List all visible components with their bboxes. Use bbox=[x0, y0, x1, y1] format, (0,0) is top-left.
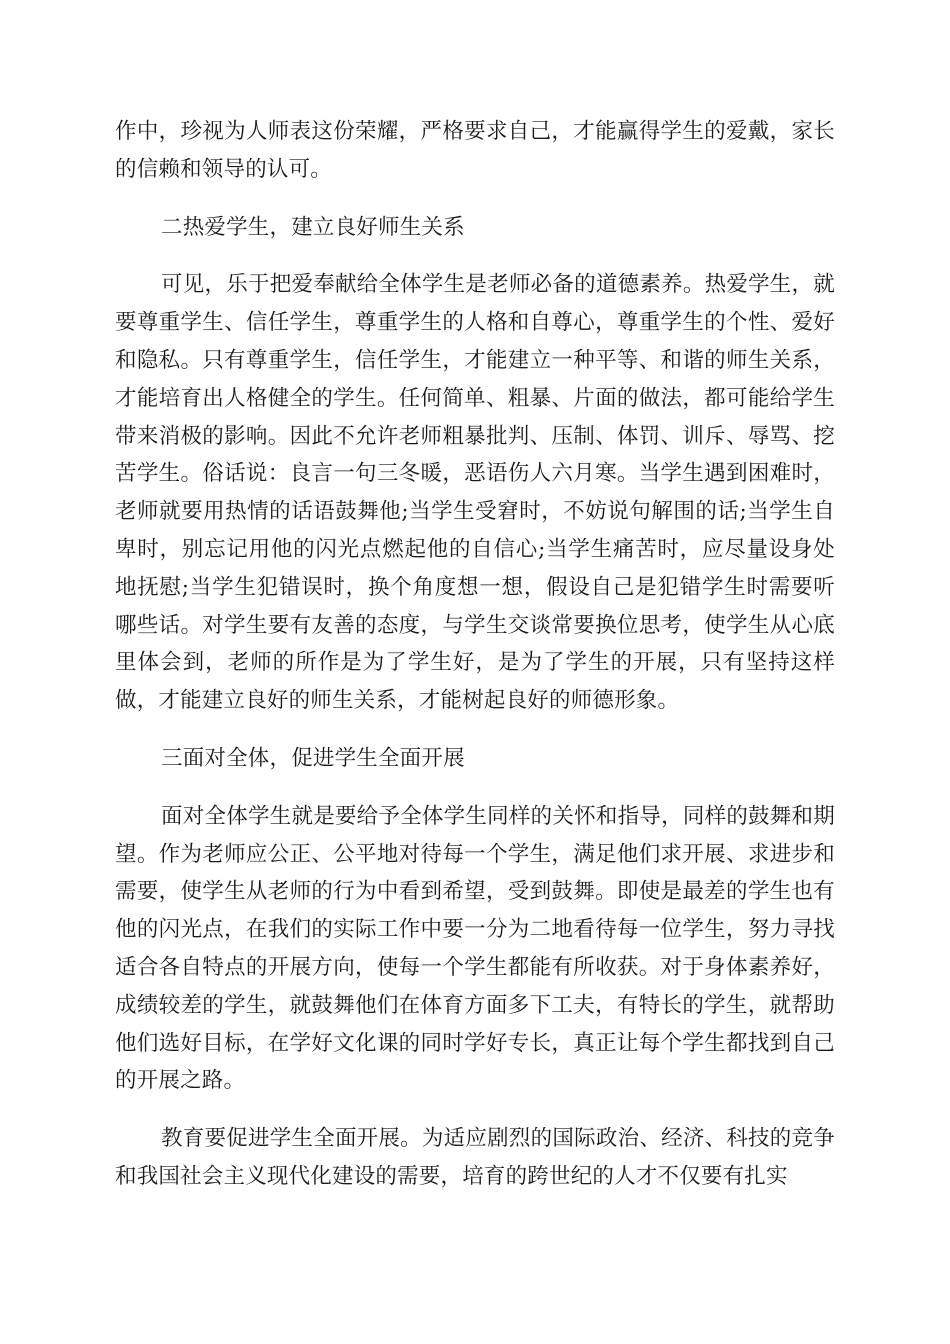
paragraph-face-all-students: 面对全体学生就是要给予全体学生同样的关怀和指导，同样的鼓舞和期望。作为老师应公正、公平地对待每一个学生，满足他们求开展、求进步和需要，使学生从老师的行为中看到希望，受到鼓舞。即使是最差的学生也有他的闪光点，在我们的实际工作中要一分为二地看待每一位学生，努力寻找适合各自特点的开展方向，使每一个学生都能有所收获。对于身体素养好，成绩较差的学生，就鼓舞他们在体育方面多下工夫，有特长的学生，就帮助他们选好目标，在学好文化课的同时学好专长，真正让每个学生都找到自己的开展之路。 bbox=[115, 803, 835, 1094]
paragraph-gap bbox=[115, 189, 835, 209]
document-body bbox=[115, 113, 835, 1196]
section-heading-3: 三面对全体，促进学生全面开展 bbox=[161, 745, 465, 771]
paragraph-gap bbox=[115, 246, 835, 266]
paragraph-holistic-development: 教育要促进学生全面开展。为适应剧烈的国际政治、经济、科技的竞争和我国社会主义现代化建设的需要，培育的跨世纪的人才不仅要有扎实 bbox=[115, 1126, 835, 1189]
paragraph-gap bbox=[115, 720, 835, 740]
paragraph-continuation: 作中，珍视为人师表这份荣耀，严格要求自己，才能赢得学生的爱戴，家长的信赖和领导的认可。 bbox=[115, 119, 835, 182]
paragraph-love-students: 可见，乐于把爱奉献给全体学生是老师必备的道德素养。热爱学生，就要尊重学生、信任学生，尊重学生的人格和自尊心，尊重学生的个性、爱好和隐私。只有尊重学生，信任学生，才能建立一种平等、和谐的师生关系，才能培育出人格健全的学生。任何简单、粗暴、片面的做法，都可能给学生带来消极的影响。因此不允许老师粗暴批判、压制、体罚、训斥、辱骂、挖苦学生。俗话说：良言一句三冬暖，恶语伤人六月寒。当学生遇到困难时，老师就要用热情的话语鼓舞他;当学生受窘时，不妨说句解围的话;当学生自卑时，别忘记用他的闪光点燃起他的自信心;当学生痛苦时，应尽量设身处地抚慰;当学生犯错误时，换个角度想一想，假设自己是犯错学生时需要听哪些话。对学生要有友善的态度，与学生交谈常要换位思考，使学生从心底里体会到，老师的所作是为了学生好，是为了学生的开展，只有坚持这样做，才能建立良好的师生关系，才能树起良好的师德形象。 bbox=[115, 272, 835, 714]
paragraph-gap bbox=[115, 778, 835, 798]
section-heading-2: 二热爱学生，建立良好师生关系 bbox=[161, 214, 465, 240]
paragraph-gap bbox=[115, 1100, 835, 1120]
